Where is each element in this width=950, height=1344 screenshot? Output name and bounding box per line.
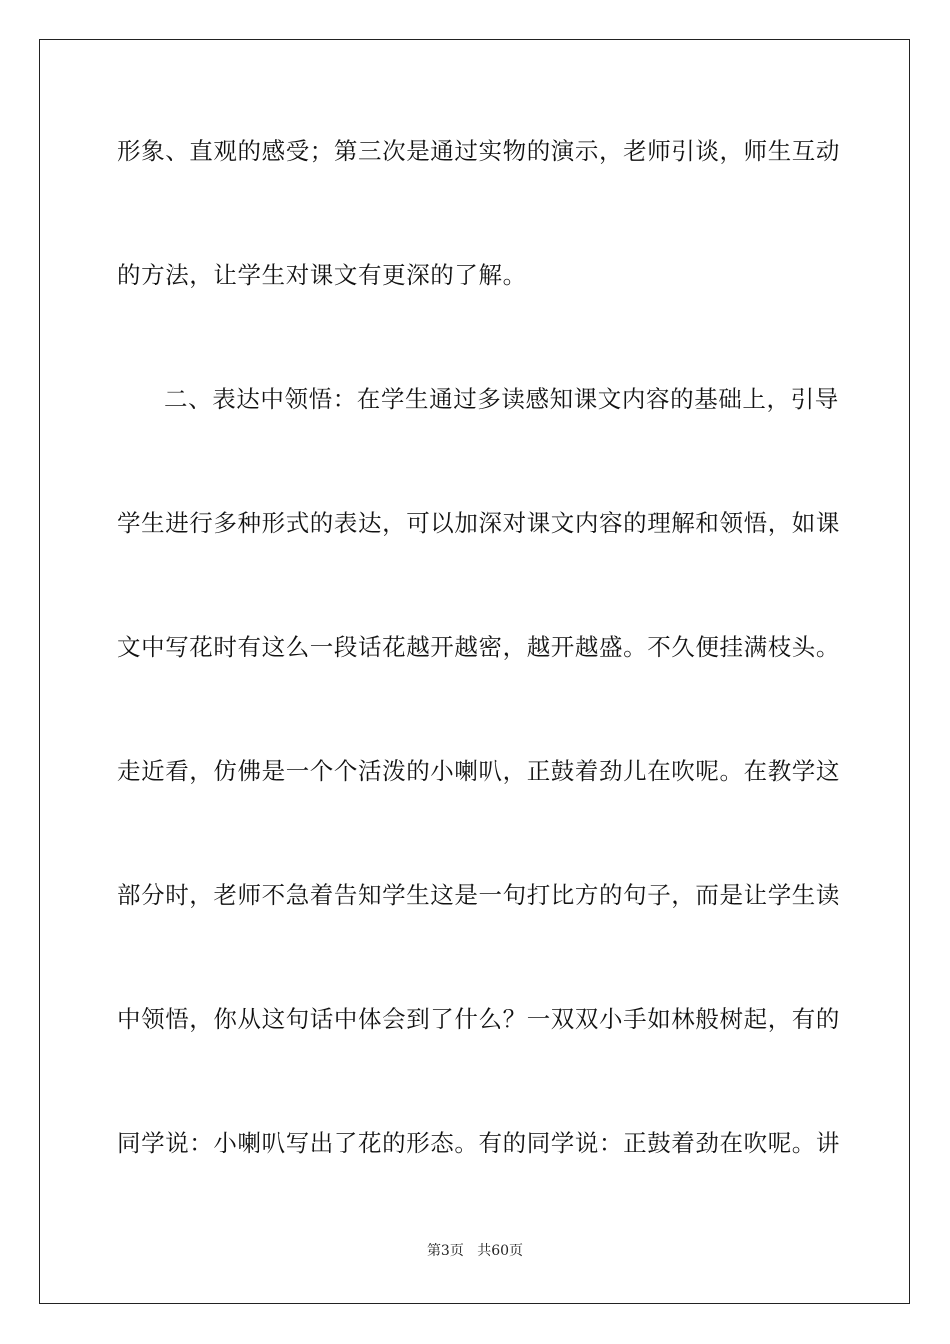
page-footer	[0, 1242, 950, 1260]
paragraph-line-1: 形象、直观的感受；第三次是通过实物的演示，老师引谈，师生互动	[117, 137, 840, 165]
paragraph-line-3: 二、表达中领悟：在学生通过多读感知课文内容的基础上，引导	[164, 385, 839, 413]
paragraph-line-2: 的方法，让学生对课文有更深的了解。	[117, 261, 527, 289]
paragraph-line-6: 走近看，仿佛是一个个活泼的小喇叭，正鼓着劲儿在吹呢。在教学这	[117, 757, 840, 785]
paragraph-line-5: 文中写花时有这么一段话花越开越密，越开越盛。不久便挂满枝头。	[117, 633, 840, 661]
paragraph-line-7: 部分时，老师不急着告知学生这是一句打比方的句子，而是让学生读	[117, 881, 840, 909]
page-total: 共60页	[477, 1243, 524, 1259]
paragraph-line-8: 中领悟，你从这句话中体会到了什么？一双双小手如林般树起，有的	[117, 1005, 840, 1033]
paragraph-line-4: 学生进行多种形式的表达，可以加深对课文内容的理解和领悟，如课	[117, 509, 840, 537]
page-border	[39, 39, 910, 1304]
paragraph-line-9: 同学说：小喇叭写出了花的形态。有的同学说：正鼓着劲在吹呢。讲	[117, 1129, 840, 1157]
page-number: 第3页	[426, 1243, 464, 1259]
